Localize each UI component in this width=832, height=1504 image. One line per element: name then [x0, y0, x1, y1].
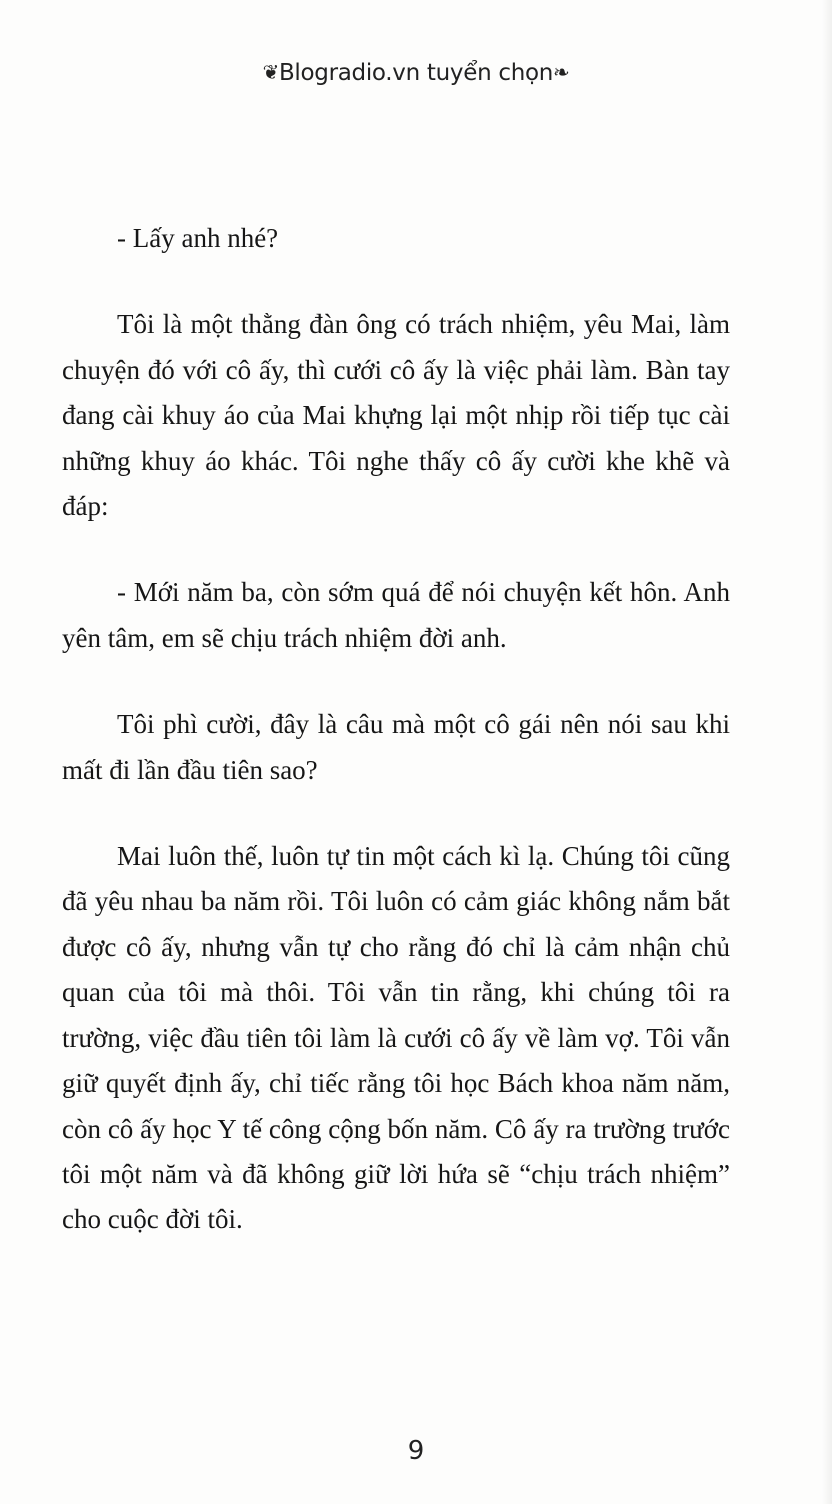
- page-edge-shadow: [822, 0, 832, 1504]
- running-header: [0, 60, 832, 86]
- flourish-left-icon: ❦: [262, 60, 279, 84]
- body-text: [62, 216, 730, 1284]
- paragraph-3: - Mới năm ba, còn sớm quá để nói chuyện kết hôn. Anh yên tâm, em sẽ chịu trách nhiệm đời anh.: [62, 577, 730, 653]
- running-title: Blogradio.vn tuyển chọn: [278, 60, 554, 86]
- paragraph-1: - Lấy anh nhé?: [117, 223, 279, 253]
- page-number: 9: [407, 1436, 425, 1466]
- flourish-right-icon: ❧: [553, 60, 570, 84]
- paragraph-2: Tôi là một thằng đàn ông có trách nhiệm, yêu Mai, làm chuyện đó với cô ấy, thì cưới cô ấy là việc phải làm. Bàn tay đang cài khuy áo của Mai khựng lại một nhịp rồi tiếp tục cài những khuy áo khác. Tôi nghe thấy cô ấy cười khe khẽ và đáp:: [62, 309, 730, 522]
- paragraph-5: Mai luôn thế, luôn tự tin một cách kì lạ. Chúng tôi cũng đã yêu nhau ba năm rồi. Tôi luôn có cảm giác không nắm bắt được cô ấy, nhưng vẫn tự cho rằng đó chỉ là cảm nhận chủ quan của tôi mà thôi. Tôi vẫn tin rằng, khi chúng tôi ra trường, việc đầu tiên tôi làm là cưới cô ấy về làm vợ. Tôi vẫn giữ quyết định ấy, chỉ tiếc rằng tôi học Bách khoa năm năm, còn cô ấy học Y tế công cộng bốn năm. Cô ấy ra trường trước tôi một năm và đã không giữ lời hứa sẽ “chịu trách nhiệm” cho cuộc đời tôi.: [62, 841, 730, 1235]
- paragraph-4: Tôi phì cười, đây là câu mà một cô gái nên nói sau khi mất đi lần đầu tiên sao?: [62, 709, 730, 785]
